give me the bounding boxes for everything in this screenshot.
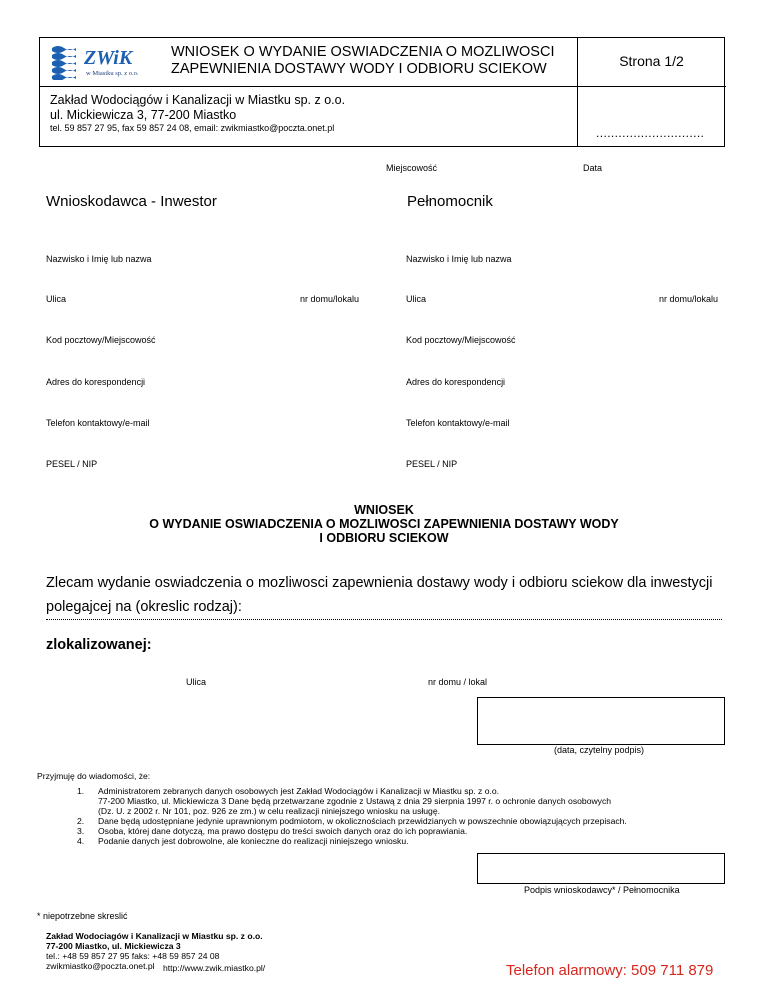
- footer-phones: tel.: +48 59 857 27 95 faks: +48 59 857 24 08: [46, 951, 220, 961]
- registration-number-field[interactable]: .............................: [596, 126, 705, 140]
- footer-address: 77-200 Miastko, ul. Mickiewicza 3: [46, 941, 181, 951]
- footer-email[interactable]: zwikmiastko@poczta.onet.pl: [46, 961, 155, 971]
- investor-phone-field[interactable]: Telefon kontaktowy/e-mail: [46, 418, 150, 428]
- investor-pesel-field[interactable]: PESEL / NIP: [46, 459, 98, 469]
- investment-type-field[interactable]: [46, 619, 722, 620]
- proxy-name-field[interactable]: Nazwisko i Imię lub nazwa: [406, 254, 512, 264]
- proxy-house-field[interactable]: nr domu/lokalu: [659, 294, 719, 304]
- notice-item-number: 3.: [77, 826, 85, 836]
- signature-box[interactable]: [477, 697, 725, 745]
- header-divider: [40, 86, 577, 87]
- notice-item: 77-200 Miastko, ul. Mickiewicza 3 Dane będą przetwarzane zgodnie z Ustawą z dnia 29 sierpnia 1997 r. o ochronie danych osobowych: [98, 796, 612, 806]
- svg-text:ZWiK: ZWiK: [84, 47, 133, 69]
- proxy-postal-field[interactable]: Kod pocztowy/Miejscowość: [406, 335, 516, 345]
- form-header: [39, 37, 725, 147]
- notice-item: Administratorem zebranych danych osobowych jest Zakład Wodociągów i Kanalizacji w Miastku sp. z o.o.: [98, 786, 500, 796]
- header-divider: [577, 86, 726, 87]
- investor-correspondence-field[interactable]: Adres do korespondencji: [46, 377, 146, 387]
- location-street-field[interactable]: Ulica: [186, 677, 207, 687]
- footer-website[interactable]: http://www.zwik.miastko.pl/: [163, 963, 266, 973]
- investor-name-field[interactable]: Nazwisko i Imię lub nazwa: [46, 254, 152, 264]
- company-address: Zakład Wodociągów i Kanalizacji w Miastku sp. z o.o. ul. Mickiewicza 3, 77-200 Miastko: [50, 93, 346, 122]
- investor-postal-field[interactable]: Kod pocztowy/Miejscowość: [46, 335, 156, 345]
- footnote: * niepotrzebne skreslić: [37, 911, 128, 921]
- signature-caption: (data, czytelny podpis): [554, 745, 645, 755]
- notice-item: Osoba, której dane dotyczą, ma prawo dostępu do treści swoich danych oraz do ich poprawiania.: [98, 826, 468, 836]
- proxy-pesel-field[interactable]: PESEL / NIP: [406, 459, 458, 469]
- emergency-phone: Telefon alarmowy: 509 711 879: [506, 962, 714, 979]
- zwik-logo: [50, 42, 160, 80]
- proxy-heading: Pełnomocnik: [407, 193, 493, 210]
- notice-item-number: 1.: [77, 786, 85, 796]
- date-label: Data: [583, 163, 603, 173]
- investor-house-field[interactable]: nr domu/lokalu: [300, 294, 360, 304]
- page-number: Strona 1/2: [619, 53, 684, 69]
- notice-item: (Dz. U. z 2002 r. Nr 101, poz. 926 ze zm.) w celu realizacji niniejszego wniosku na usługę.: [98, 806, 440, 816]
- request-text: Zlecam wydanie oswiadczenia o mozliwosci zapewnienia dostawy wody i odbioru sciekow dla inwestycji: [46, 575, 713, 591]
- investor-heading: Wnioskodawca - Inwestor: [46, 193, 217, 210]
- investor-street-field[interactable]: Ulica: [46, 294, 67, 304]
- located-label: zlokalizowanej:: [46, 637, 152, 653]
- form-title: WNIOSEK O WYDANIE OSWIADCZENIA O MOZLIWOSCI ZAPEWNIENIA DOSTAWY WODY I ODBIORU SCIEKOW: [171, 44, 555, 77]
- proxy-correspondence-field[interactable]: Adres do korespondencji: [406, 377, 506, 387]
- notice-intro: Przyjmuję do wiadomości, że:: [37, 771, 151, 781]
- request-text-cont: polegajcej na (okreslic rodzaj):: [46, 599, 242, 615]
- applicant-signature-caption: Podpis wnioskodawcy* / Pełnomocnika: [524, 885, 680, 895]
- notice-item: Dane będą udostępniane jedynie uprawnionym podmiotom, w okolicznościach przewidzianych w powszechnie obowiązujących przepisach.: [98, 816, 627, 826]
- place-label: Miejscowość: [386, 163, 438, 173]
- notice-item: Podanie danych jest dobrowolne, ale konieczne do realizacji niniejszego wniosku.: [98, 836, 409, 846]
- request-title: WNIOSEK O WYDANIE OSWIADCZENIA O MOZLIWOSCI ZAPEWNIENIA DOSTAWY WODY I ODBIORU SCIEKOW: [149, 503, 619, 545]
- applicant-signature-box[interactable]: [477, 853, 725, 884]
- proxy-street-field[interactable]: Ulica: [406, 294, 427, 304]
- location-house-field[interactable]: nr domu / lokal: [428, 677, 488, 687]
- proxy-phone-field[interactable]: Telefon kontaktowy/e-mail: [406, 418, 510, 428]
- footer-company: Zakład Wodociagów i Kanalizacji w Miastku sp. z o.o.: [46, 931, 263, 941]
- company-contact: tel. 59 857 27 95, fax 59 857 24 08, email: zwikmiastko@poczta.onet.pl: [50, 123, 335, 133]
- svg-text:w Miastku sp. z o.o.: w Miastku sp. z o.o.: [86, 70, 139, 77]
- notice-item-number: 4.: [77, 836, 85, 846]
- notice-item-number: 2.: [77, 816, 85, 826]
